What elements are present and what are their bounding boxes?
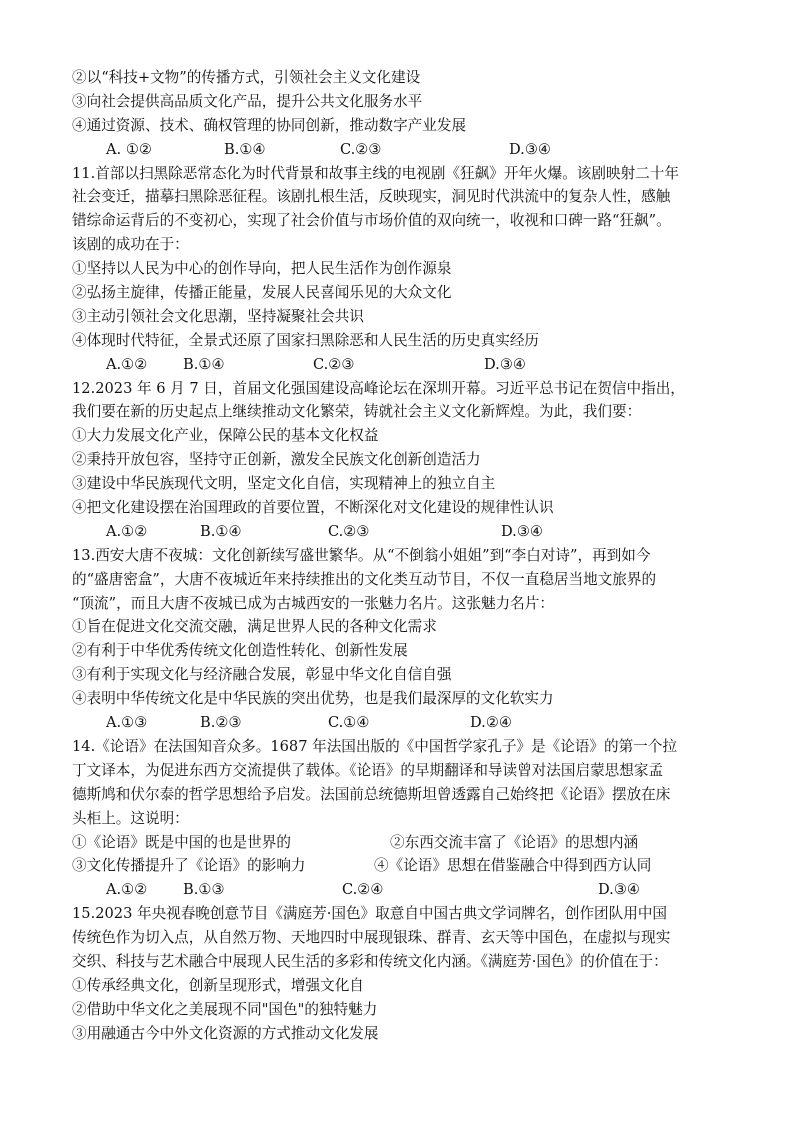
q12-option-c[interactable]: C.②③ xyxy=(328,522,370,540)
q14-stem-line-3: 德斯鸠和伏尔泰的哲学思想给予启发。法国前总统德斯坦曾透露自己始终把《论语》摆放在床 xyxy=(72,785,671,803)
q13-item-2: ②有利于中华优秀传统文化创造性转化、创新性发展 xyxy=(72,642,408,660)
q13-option-b[interactable]: B.②③ xyxy=(200,714,242,732)
q12-option-b[interactable]: B.①④ xyxy=(200,522,242,540)
q13-item-3: ③有利于实现文化与经济融合发展，彰显中华文化自信自强 xyxy=(72,666,452,684)
q13-option-a[interactable]: A.①③ xyxy=(106,714,148,732)
q12-stem-line-2: 我们要在新的历史起点上继续推动文化繁荣，铸就社会主义文化新辉煌。为此，我们要： xyxy=(72,403,642,421)
q11-option-a[interactable]: A.①② xyxy=(106,355,148,373)
q15-item-1: ①传承经典文化，创新呈现形式，增强文化自 xyxy=(72,976,364,994)
q11-item-1: ①坚持以人民为中心的创作导向，把人民生活作为创作源泉 xyxy=(72,260,452,278)
q13-stem-line-3: “顶流”，而且大唐不夜城已成为古城西安的一张魅力名片。这张魅力名片： xyxy=(72,594,554,612)
q13-option-d[interactable]: D.②④ xyxy=(470,714,512,732)
q10-options xyxy=(72,138,744,162)
exam-page xyxy=(72,66,744,1046)
q12-options xyxy=(72,520,744,544)
q11-item-2: ②弘扬主旋律，传播正能量，发展人民喜闻乐见的大众文化 xyxy=(72,284,452,302)
q11-item-3: ③主动引领社会文化思潮，坚持凝聚社会共识 xyxy=(72,307,364,325)
q12-option-d[interactable]: D.③④ xyxy=(501,522,543,540)
q10-item-2: ②以“科技+文物”的传播方式，引领社会主义文化建设 xyxy=(72,69,421,86)
q14-item-1: ①《论语》既是中国的也是世界的 xyxy=(72,833,291,851)
q10-option-c[interactable]: C.②③ xyxy=(340,140,382,158)
q15-stem-line-3: 交织、科技与艺术融合中展现人民生活的多彩和传统文化内涵。《满庭芳·国色》的价值在于： xyxy=(72,952,668,970)
q10-option-b[interactable]: B.①④ xyxy=(224,140,266,158)
q14-stem-line-4: 头柜上。这说明： xyxy=(72,809,189,827)
q12-item-2: ②秉持开放包容，坚持守正创新，激发全民族文化创新创造活力 xyxy=(72,451,481,469)
q14-option-d[interactable]: D.③④ xyxy=(598,881,640,899)
q14-item-3: ③文化传播提升了《论语》的影响力 xyxy=(72,857,306,875)
q14-item-4: ④《论语》思想在借鉴融合中得到西方认同 xyxy=(374,857,652,875)
q12-item-1: ①大力发展文化产业，保障公民的基本文化权益 xyxy=(72,427,379,445)
q14-option-b[interactable]: B.①③ xyxy=(183,881,225,899)
q15-stem-line-1: 15.2023 年央视春晚创意节目《满庭芳·国色》取意自中国古典文学词牌名，创作团队用中国 xyxy=(72,905,668,923)
q14-items-row-2 xyxy=(72,854,744,878)
q12-item-4: ④把文化建设摆在治国理政的首要位置，不断深化对文化建设的规律性认识 xyxy=(72,499,554,517)
q10-option-a[interactable]: A. ①② xyxy=(106,140,152,158)
q13-stem-line-2: 的“盛唐密盒”，大唐不夜城近年来持续推出的文化类互动节目，不仅一直稳居当地文旅界的 xyxy=(72,570,657,588)
q11-stem-line-4: 该剧的成功在于： xyxy=(72,236,189,254)
q13-item-1: ①旨在促进文化交流交融，满足世界人民的各种文化需求 xyxy=(72,618,437,636)
q13-options xyxy=(72,711,744,735)
q14-stem-line-1: 14.《论语》在法国知音众多。1687 年法国出版的《中国哲学家孔子》是《论语》的第一个拉 xyxy=(72,737,677,755)
q11-option-b[interactable]: B.①④ xyxy=(183,355,225,373)
q11-stem-line-1: 11.首部以扫黑除恶常态化为时代背景和故事主线的电视剧《狂飙》开年火爆。该剧映射二十年 xyxy=(72,164,679,182)
q14-item-2: ②东西交流丰富了《论语》的思想内涵 xyxy=(390,833,639,851)
q15-item-2: ②借助中华文化之美展现不同"国色"的独特魅力 xyxy=(72,1000,378,1018)
q13-item-4: ④表明中华传统文化是中华民族的突出优势，也是我们最深厚的文化软实力 xyxy=(72,690,554,708)
q13-option-c[interactable]: C.①④ xyxy=(328,714,370,732)
q12-option-a[interactable]: A.①② xyxy=(106,522,148,540)
q11-option-d[interactable]: D.③④ xyxy=(484,355,526,373)
q12-stem-line-1: 12.2023 年 6 月 7 日，首届文化强国建设高峰论坛在深圳开幕。习近平总书记在贺信中指出， xyxy=(72,379,685,397)
q11-stem-line-2: 社会变迁，描摹扫黑除恶征程。该剧扎根生活，反映现实，洞见时代洪流中的复杂人性，感触 xyxy=(72,188,671,206)
q14-items-row-1 xyxy=(72,831,744,855)
q14-stem-line-2: 丁文译本，为促进东西方交流提供了载体。《论语》的早期翻译和导读曾对法国启蒙思想家孟 xyxy=(72,761,664,779)
q10-item-4: ④通过资源、技术、确权管理的协同创新，推动数字产业发展 xyxy=(72,116,467,134)
q11-item-4: ④体现时代特征，全景式还原了国家扫黑除恶和人民生活的历史真实经历 xyxy=(72,331,540,349)
q11-stem-line-3: 错综命运背后的不变初心，实现了社会价值与市场价值的双向统一，收视和口碑一路“狂飙”。 xyxy=(72,212,671,230)
q15-item-3: ③用融通古今中外文化资源的方式推动文化发展 xyxy=(72,1024,379,1042)
q15-stem-line-2: 传统色作为切入点，从自然万物、天地四时中展现银珠、群青、玄天等中国色，在虚拟与现实 xyxy=(72,929,671,947)
q14-options xyxy=(72,878,744,902)
q14-option-c[interactable]: C.②④ xyxy=(342,881,384,899)
q11-option-c[interactable]: C.②③ xyxy=(313,355,355,373)
q10-item-3: ③向社会提供高品质文化产品，提升公共文化服务水平 xyxy=(72,92,423,110)
q13-stem-line-1: 13.西安大唐不夜城：文化创新续写盛世繁华。从“不倒翁小姐姐”到“李白对诗”，再到如今 xyxy=(72,546,651,564)
q11-options xyxy=(72,353,744,377)
q12-item-3: ③建设中华民族现代文明，坚定文化自信，实现精神上的独立自主 xyxy=(72,475,496,493)
q10-option-d[interactable]: D.③④ xyxy=(509,140,551,158)
q14-option-a[interactable]: A.①② xyxy=(106,881,148,899)
